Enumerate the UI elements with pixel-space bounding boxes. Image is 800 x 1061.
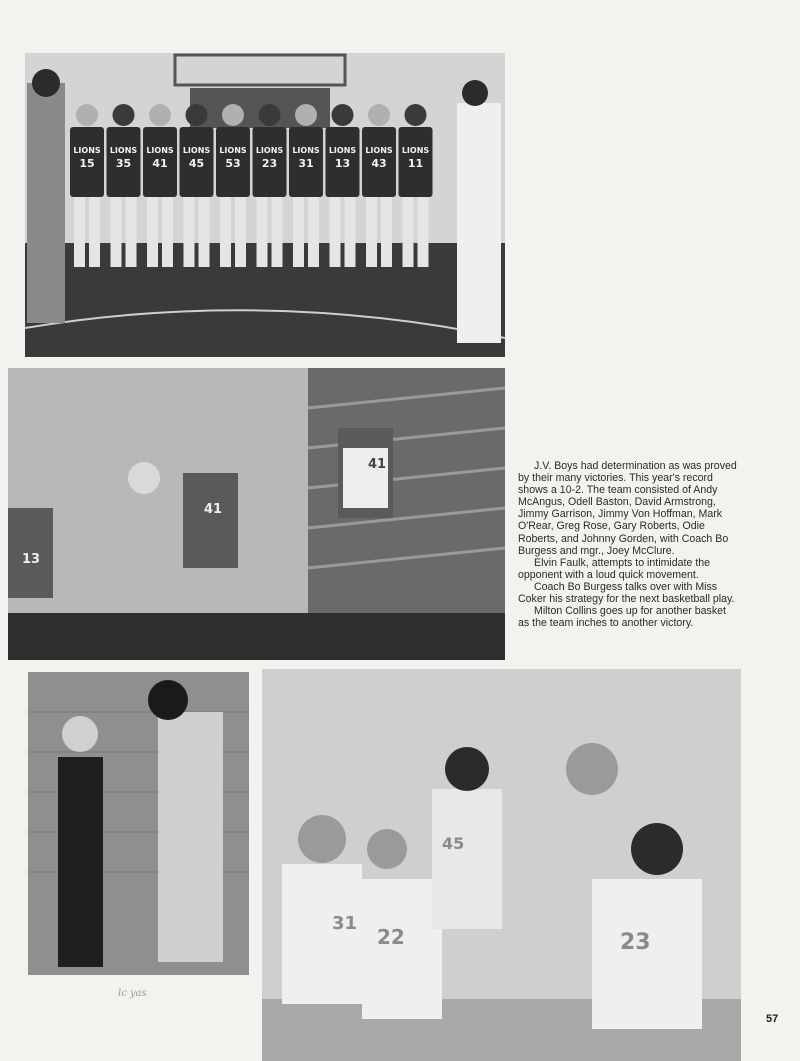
action-photo-drawing — [8, 368, 505, 660]
rebound-jersey-number: 31 — [332, 913, 358, 934]
jersey-lettering: LIONS — [182, 146, 211, 155]
jersey-lettering: LIONS — [292, 146, 320, 155]
action-photo — [8, 368, 505, 660]
rebound-jersey-number: 23 — [620, 930, 651, 955]
rebound-photo — [262, 669, 741, 1061]
caption-team-paragraph: J.V. Boys had determination as was proved by their many victories. This year's record shows a 10-2. The team consisted of Andy McAngus, Odell Baston, David Armstrong, Jimmy Garrison, Jimmy Von Hoffman, Mark O'Rear, Greg Rose, Gary Roberts, Odie Roberts, and Johnny Gorden, with Coach Bo Burgess and mgr., Joey McClure. — [518, 460, 737, 557]
jersey-number: 43 — [371, 157, 387, 170]
jersey-lettering: LIONS — [255, 146, 284, 155]
page-number: 57 — [766, 1013, 779, 1025]
caption-rebound-paragraph: Milton Collins goes up for another basket as the team inches to another victory. — [518, 605, 726, 630]
caption-coach-paragraph: Coach Bo Burgess talks over with Miss Coker his strategy for the next basketball play. — [518, 580, 735, 606]
coach-right — [457, 103, 501, 343]
jersey-lettering: LIONS — [365, 146, 393, 155]
rebound-jersey-number: 45 — [442, 834, 465, 853]
jersey-number: 11 — [407, 157, 424, 170]
jersey-lettering: LIONS — [219, 146, 247, 155]
jersey-lettering: LIONS — [328, 146, 357, 155]
jersey-lettering: LIONS — [73, 146, 101, 155]
team-photo — [25, 53, 505, 357]
jersey-lettering: LIONS — [401, 146, 430, 155]
jersey-number: 35 — [115, 157, 132, 170]
action-jersey-number: 13 — [22, 552, 41, 567]
jersey-number: 31 — [298, 157, 314, 170]
coach-photo-drawing — [28, 672, 249, 975]
jersey-number: 53 — [225, 157, 241, 170]
team-photo-drawing — [25, 53, 505, 357]
handwritten-note: lc yas — [118, 988, 147, 999]
action-jersey-number: 41 — [368, 457, 387, 472]
caption-action-paragraph: Elvin Faulk, attempts to intimidate the opponent with a loud quick movement. — [518, 556, 711, 581]
jersey-number: 23 — [261, 157, 278, 170]
jersey-lettering: LIONS — [146, 146, 174, 155]
coach-left — [27, 83, 65, 323]
rebound-jersey-number: 22 — [377, 925, 405, 949]
jersey-number: 15 — [79, 157, 95, 170]
jersey-number: 13 — [334, 157, 351, 170]
jersey-lettering: LIONS — [109, 146, 138, 155]
action-jersey-number: 41 — [204, 502, 223, 517]
rebound-photo-drawing — [262, 669, 741, 1061]
coach-photo — [28, 672, 249, 975]
photo-caption — [518, 460, 740, 629]
jersey-number: 45 — [188, 157, 205, 170]
jersey-number: 41 — [152, 157, 168, 170]
